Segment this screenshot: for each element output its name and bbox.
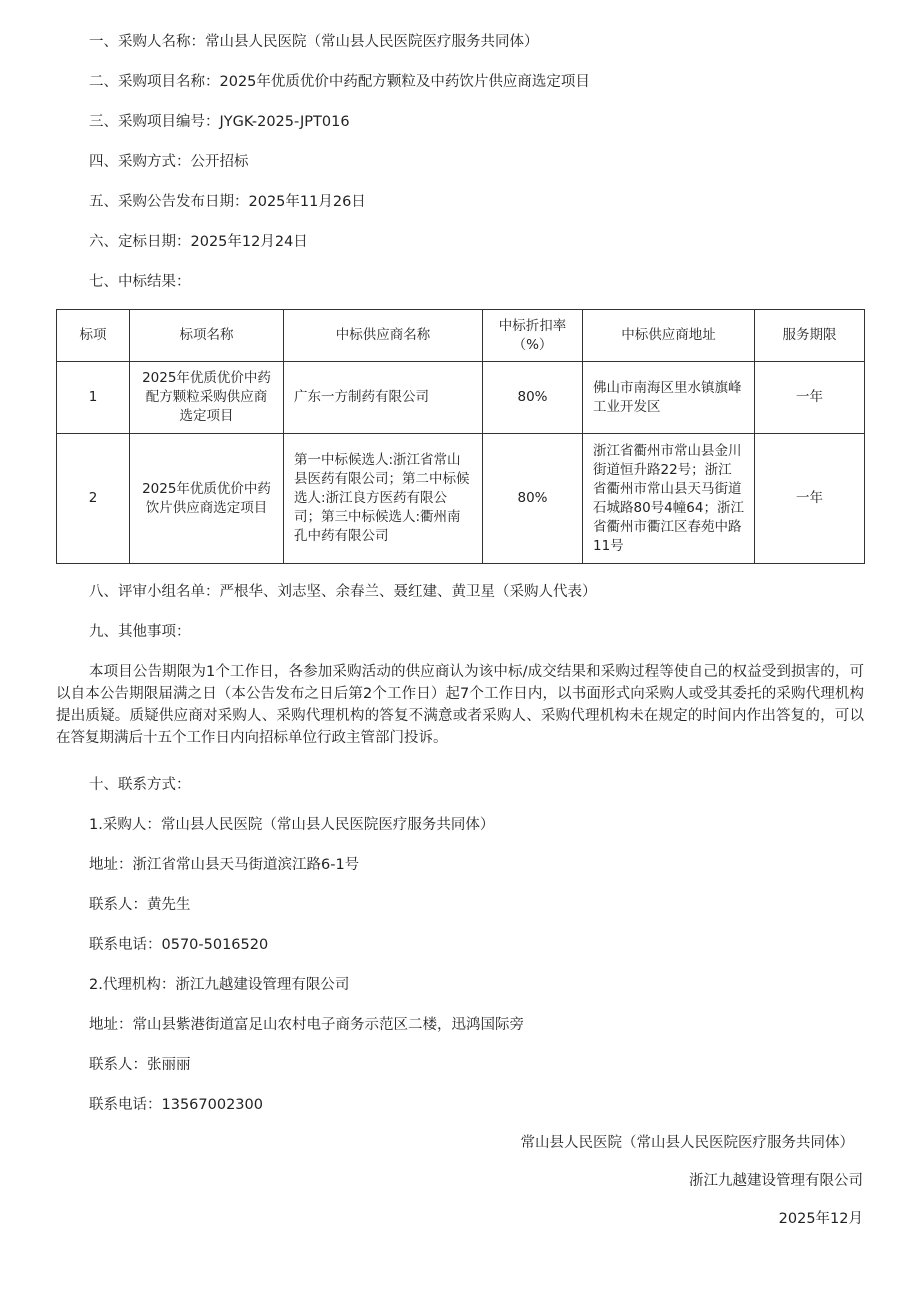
cell-supplier-address: 佛山市南海区里水镇旗峰工业开发区 bbox=[583, 362, 755, 434]
contact-purchaser-person: 联系人：黄先生 bbox=[89, 897, 191, 913]
signature-agency: 浙江九越建设管理有限公司 bbox=[689, 1173, 863, 1189]
cell-supplier: 广东一方制药有限公司 bbox=[284, 362, 483, 434]
cell-item-name: 2025年优质优价中药饮片供应商选定项目 bbox=[130, 434, 284, 564]
table-row bbox=[57, 434, 865, 564]
project-number-line: 三、采购项目编号：JYGK-2025-JPT016 bbox=[89, 114, 350, 130]
award-date-line: 六、定标日期：2025年12月24日 bbox=[89, 234, 308, 250]
cell-item-no: 2 bbox=[57, 434, 130, 564]
cell-item-no: 1 bbox=[57, 362, 130, 434]
contact-heading: 十、联系方式： bbox=[89, 777, 191, 793]
contact-purchaser-phone: 联系电话：0570-5016520 bbox=[89, 937, 269, 953]
signature-purchaser: 常山县人民医院（常山县人民医院医疗服务共同体） bbox=[520, 1135, 854, 1151]
header-item-no: 标项 bbox=[57, 310, 130, 362]
result-heading: 七、中标结果： bbox=[89, 274, 191, 290]
header-item-name: 标项名称 bbox=[130, 310, 284, 362]
header-service-term: 服务期限 bbox=[755, 310, 865, 362]
cell-supplier: 第一中标候选人:浙江省常山县医药有限公司；第二中标候选人:浙江良方医药有限公司；第三中标候选人:衢州南孔中药有限公司 bbox=[284, 434, 483, 564]
contact-agency: 2.代理机构：浙江九越建设管理有限公司 bbox=[89, 977, 350, 993]
cell-supplier-address: 浙江省衢州市常山县金川街道恒升路22号；浙江省衢州市常山县天马街道石城路80号4幢64；浙江省衢州市衢江区春苑中路11号 bbox=[583, 434, 755, 564]
table-header-row bbox=[57, 310, 865, 362]
contact-agency-phone: 联系电话：13567002300 bbox=[89, 1097, 263, 1113]
announcement-date-line: 五、采购公告发布日期：2025年11月26日 bbox=[89, 194, 366, 210]
contact-agency-person: 联系人：张丽丽 bbox=[89, 1057, 191, 1073]
cell-discount-rate: 80% bbox=[483, 362, 583, 434]
header-supplier: 中标供应商名称 bbox=[284, 310, 483, 362]
contact-purchaser: 1.采购人：常山县人民医院（常山县人民医院医疗服务共同体） bbox=[89, 817, 495, 833]
table-row bbox=[57, 362, 865, 434]
cell-service-term: 一年 bbox=[755, 434, 865, 564]
contact-purchaser-address: 地址：浙江省常山县天马街道滨江路6-1号 bbox=[89, 857, 360, 873]
other-heading: 九、其他事项： bbox=[89, 624, 191, 640]
contact-agency-address: 地址：常山县紫港街道富足山农村电子商务示范区二楼，迅鸿国际旁 bbox=[89, 1017, 524, 1033]
project-name-line: 二、采购项目名称：2025年优质优价中药配方颗粒及中药饮片供应商选定项目 bbox=[89, 74, 590, 90]
cell-service-term: 一年 bbox=[755, 362, 865, 434]
procurement-method-line: 四、采购方式：公开招标 bbox=[89, 154, 249, 170]
cell-item-name: 2025年优质优价中药配方颗粒采购供应商选定项目 bbox=[130, 362, 284, 434]
header-discount-rate: 中标折扣率（%） bbox=[483, 310, 583, 362]
other-matters-paragraph: 本项目公告期限为1个工作日，各参加采购活动的供应商认为该中标/成交结果和采购过程等使自己的权益受到损害的，可以自本公告期限届满之日（本公告发布之日后第2个工作日）起7个工作日内，以书面形式向采购人或受其委托的采购代理机构提出质疑。质疑供应商对采购人、采购代理机构的答复不满意或者采购人、采购代理机构未在规定的时间内作出答复的，可以在答复期满后十五个工作日内向招标单位行政主管部门投诉。 bbox=[56, 664, 864, 746]
award-result-table bbox=[56, 309, 865, 564]
header-supplier-address: 中标供应商地址 bbox=[583, 310, 755, 362]
review-panel-line: 八、评审小组名单：严根华、刘志坚、余春兰、聂红建、黄卫星（采购人代表） bbox=[89, 584, 597, 600]
purchaser-name-line: 一、采购人名称：常山县人民医院（常山县人民医院医疗服务共同体） bbox=[89, 34, 539, 50]
cell-discount-rate: 80% bbox=[483, 434, 583, 564]
signature-date: 2025年12月 bbox=[778, 1211, 863, 1227]
